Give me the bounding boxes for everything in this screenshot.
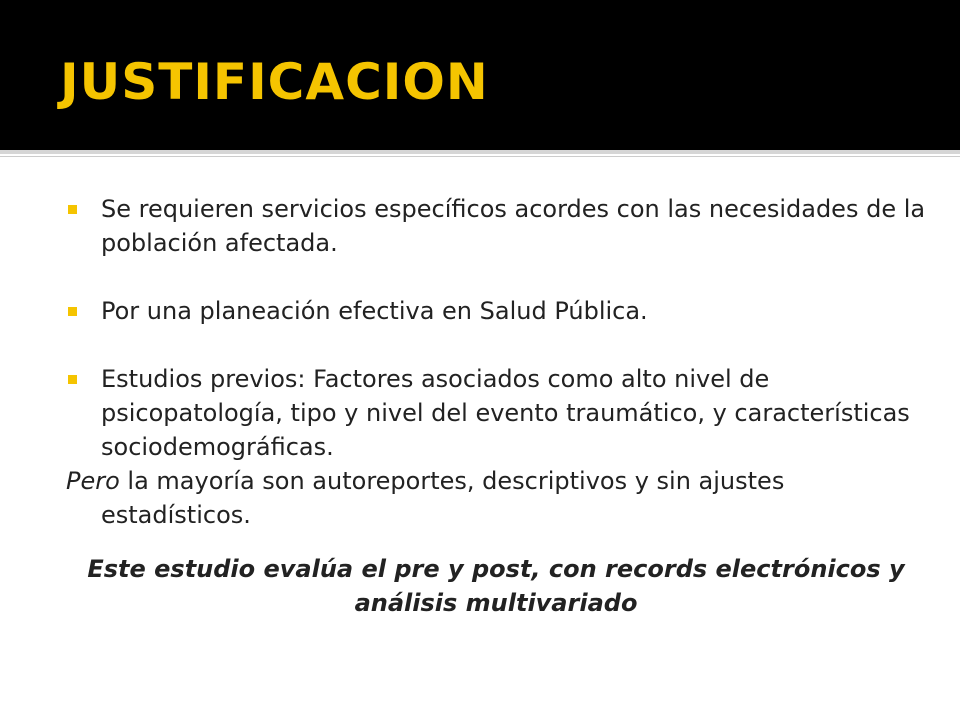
note-paragraph (66, 464, 926, 532)
conclusion-text: Este estudio evalúa el pre y post, con records electrónicos y análisis multivariado (87, 555, 905, 617)
note-rest: la mayoría son autoreportes, descriptivos y sin ajustes estadísticos. (101, 467, 785, 529)
bullet-text-3: Estudios previos: Factores asociados como alto nivel de psicopatología, tipo y nivel del evento traumático, y características sociodemográficas. (101, 365, 910, 461)
title-bar (0, 0, 960, 150)
slide-title: JUSTIFICACION (60, 53, 489, 111)
square-bullet-icon (68, 205, 77, 214)
title-divider-thin (0, 156, 960, 157)
note-lead: Pero (66, 467, 120, 495)
slide-content (66, 192, 926, 620)
square-bullet-icon (68, 307, 77, 316)
bullet-text-1: Se requieren servicios específicos acordes con las necesidades de la población afectada. (101, 195, 926, 257)
bullet-text-2: Por una planeación efectiva en Salud Pública. (101, 297, 648, 325)
square-bullet-icon (68, 375, 77, 384)
bullet-item-2 (66, 294, 926, 328)
bullet-item-1 (66, 192, 926, 260)
title-divider (0, 150, 960, 154)
bullet-item-3 (66, 362, 926, 464)
